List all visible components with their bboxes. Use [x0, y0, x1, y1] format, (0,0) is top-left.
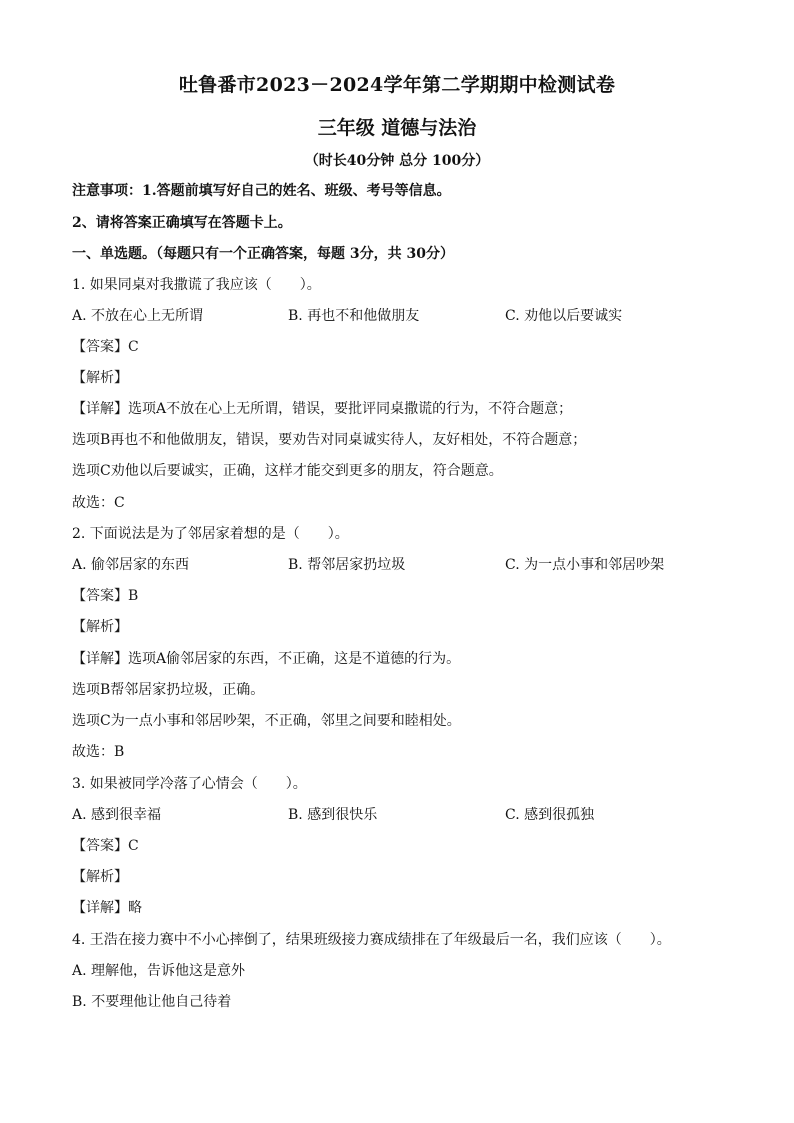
question-2-detail-3: 选项C为一点小事和邻居吵架，不正确，邻里之间要和睦相处。 [72, 713, 461, 729]
question-3-option-b: B. 感到很快乐 [288, 807, 378, 823]
question-3-options [72, 806, 722, 824]
notes-line-2: 2、请将答案正确填写在答题卡上。 [72, 215, 292, 231]
section-heading: 一、单选题。（每题只有一个正确答案，每题 3分，共 30分） [72, 246, 454, 262]
question-2-option-a: A. 偷邻居家的东西 [72, 557, 190, 573]
question-1-option-a: A. 不放在心上无所谓 [72, 308, 204, 324]
question-3-option-c: C. 感到很孤独 [505, 807, 595, 823]
question-1-options [72, 307, 722, 325]
exam-title: 吐鲁番市2023－2024学年第二学期期中检测试卷 [178, 74, 616, 96]
question-4-option-a: A. 理解他，告诉他这是意外 [72, 963, 246, 979]
question-1-conclusion: 故选：C [72, 495, 125, 511]
question-2-conclusion: 故选：B [72, 744, 125, 760]
question-1-option-b: B. 再也不和他做朋友 [288, 308, 420, 324]
question-3-option-a: A. 感到很幸福 [72, 807, 162, 823]
exam-info: （时长40分钟 总分 100分） [304, 153, 490, 169]
question-1-detail-2: 选项B再也不和他做朋友，错误，要劝告对同桌诚实待人，友好相处，不符合题意； [72, 432, 587, 448]
question-2-answer: 【答案】B [72, 588, 139, 604]
question-1-option-c: C. 劝他以后要诚实 [505, 308, 623, 324]
question-4-stem: 4. 王浩在接力赛中不小心摔倒了，结果班级接力赛成绩排在了年级最后一名，我们应该（ ）。 [72, 932, 671, 948]
exam-subtitle: 三年级 道德与法治 [317, 117, 477, 139]
question-2-detail-2: 选项B帮邻居家扔垃圾，正确。 [72, 682, 265, 698]
notes-line-1: 注意事项：1.答题前填写好自己的姓名、班级、考号等信息。 [72, 183, 451, 199]
question-2-options [72, 556, 722, 574]
question-2-detail-1: 【详解】选项A偷邻居家的东西，不正确，这是不道德的行为。 [72, 651, 461, 667]
question-2-stem: 2. 下面说法是为了邻居家着想的是（ ）。 [72, 526, 349, 542]
question-4-option-b: B. 不要理他让他自己待着 [72, 994, 232, 1010]
question-3-answer: 【答案】C [72, 838, 139, 854]
question-1-stem: 1. 如果同桌对我撒谎了我应该（ ）。 [72, 277, 321, 293]
question-2-option-b: B. 帮邻居家扔垃圾 [288, 557, 406, 573]
question-1-detail-3: 选项C劝他以后要诚实，正确，这样才能交到更多的朋友，符合题意。 [72, 463, 503, 479]
question-2-analysis-label: 【解析】 [72, 619, 128, 635]
question-1-answer: 【答案】C [72, 339, 139, 355]
question-3-stem: 3. 如果被同学冷落了心情会（ ）。 [72, 776, 307, 792]
question-1-detail-1: 【详解】选项A不放在心上无所谓，错误，要批评同桌撒谎的行为，不符合题意； [72, 401, 573, 417]
question-1-analysis-label: 【解析】 [72, 370, 128, 386]
question-2-option-c: C. 为一点小事和邻居吵架 [505, 557, 665, 573]
question-3-analysis-label: 【解析】 [72, 869, 128, 885]
question-3-detail-1: 【详解】略 [72, 900, 142, 916]
